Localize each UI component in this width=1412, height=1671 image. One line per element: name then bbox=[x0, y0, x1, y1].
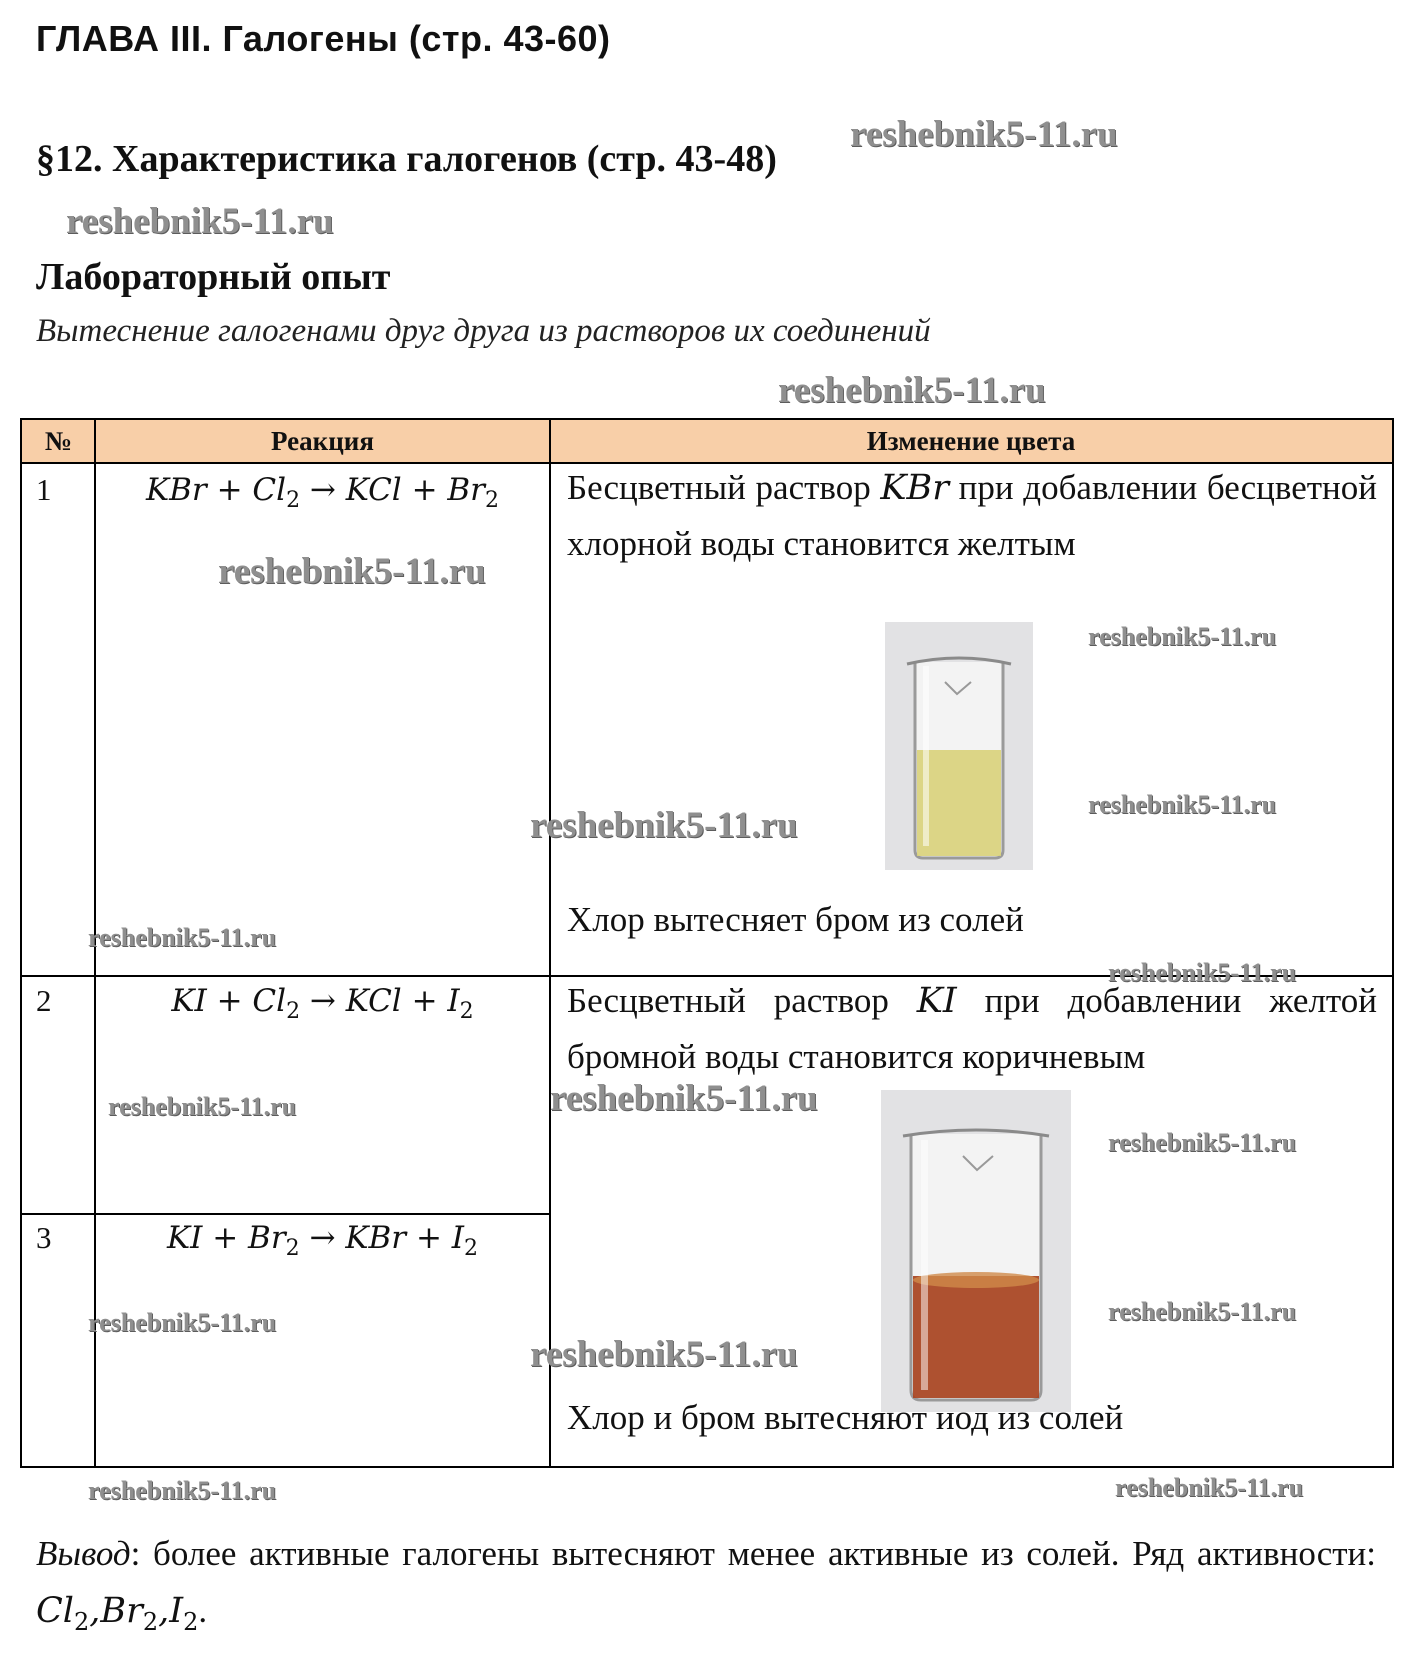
watermark: reshebnik5-11.ru bbox=[88, 1308, 277, 1337]
activity-series: $Cl_2,Br_2,I_2$ bbox=[36, 1591, 199, 1636]
lab-subtitle: Вытеснение галогенами друг друга из растворов их соединений bbox=[36, 313, 931, 349]
reaction-equation: KI + $Br_2$ → KBr + $I_2$ bbox=[166, 1220, 479, 1262]
header-num: № bbox=[44, 426, 73, 456]
reaction-equation: KI + $Cl_2$ → KCl + $I_2$ bbox=[171, 983, 474, 1025]
watermark: reshebnik5-11.ru bbox=[1108, 1297, 1297, 1326]
watermark: reshebnik5-11.ru bbox=[1115, 1473, 1304, 1502]
watermark: reshebnik5-11.ru bbox=[88, 1476, 277, 1505]
conclusion-lead: Вывод bbox=[36, 1534, 131, 1573]
liquid bbox=[913, 1276, 1039, 1398]
section-title: §12. Характеристика галогенов (стр. 43-48) bbox=[36, 138, 777, 180]
row-number: 2 bbox=[36, 983, 52, 1018]
watermark: reshebnik5-11.ru bbox=[850, 114, 1118, 155]
watermark: reshebnik5-11.ru bbox=[88, 923, 277, 952]
conclusion-paragraph: Вывод: более активные галогены вытесняют менее активные из солей. Ряд активности: $Cl_2,Br_2,I_2$. bbox=[36, 1534, 1376, 1636]
watermark: reshebnik5-11.ru bbox=[66, 201, 334, 242]
watermark: reshebnik5-11.ru bbox=[108, 1092, 297, 1121]
watermark: reshebnik5-11.ru bbox=[1108, 958, 1297, 987]
watermark: reshebnik5-11.ru bbox=[550, 1078, 818, 1119]
color-change-description: Бесцветный раствор KBr при добавлении бесцветной хлорной воды становится желтым bbox=[567, 468, 1377, 563]
watermark: reshebnik5-11.ru bbox=[1088, 790, 1277, 819]
watermark: reshebnik5-11.ru bbox=[218, 551, 486, 592]
conclusion-caption: Хлор и бром вытесняют иод из солей bbox=[567, 1398, 1124, 1437]
chapter-title: ГЛАВА III. Галогены (стр. 43-60) bbox=[36, 18, 611, 59]
row-number: 3 bbox=[36, 1220, 52, 1255]
beaker-yellow-image bbox=[885, 622, 1033, 870]
watermark: reshebnik5-11.ru bbox=[530, 1334, 798, 1375]
conclusion-text: : более активные галогены вытесняют менее активные из солей. Ряд активности: bbox=[130, 1534, 1376, 1573]
liquid bbox=[917, 750, 1001, 856]
reaction-equation: KBr + $Cl_2$ → KCl + $Br_2$ bbox=[145, 472, 500, 514]
header-color-change: Изменение цвета bbox=[866, 426, 1076, 456]
color-change-description: Бесцветный раствор KI при добавлении желтой бромной воды становится коричневым bbox=[567, 981, 1377, 1076]
watermark: reshebnik5-11.ru bbox=[778, 370, 1046, 411]
header-reaction: Реакция bbox=[271, 426, 374, 456]
watermark: reshebnik5-11.ru bbox=[530, 805, 798, 846]
conclusion-caption: Хлор вытесняет бром из солей bbox=[567, 900, 1024, 939]
beaker-brown-image bbox=[881, 1090, 1071, 1412]
watermark: reshebnik5-11.ru bbox=[1088, 622, 1277, 651]
row-number: 1 bbox=[36, 472, 52, 507]
table-header bbox=[22, 420, 1392, 464]
watermark: reshebnik5-11.ru bbox=[1108, 1128, 1297, 1157]
lab-title: Лабораторный опыт bbox=[36, 256, 391, 298]
